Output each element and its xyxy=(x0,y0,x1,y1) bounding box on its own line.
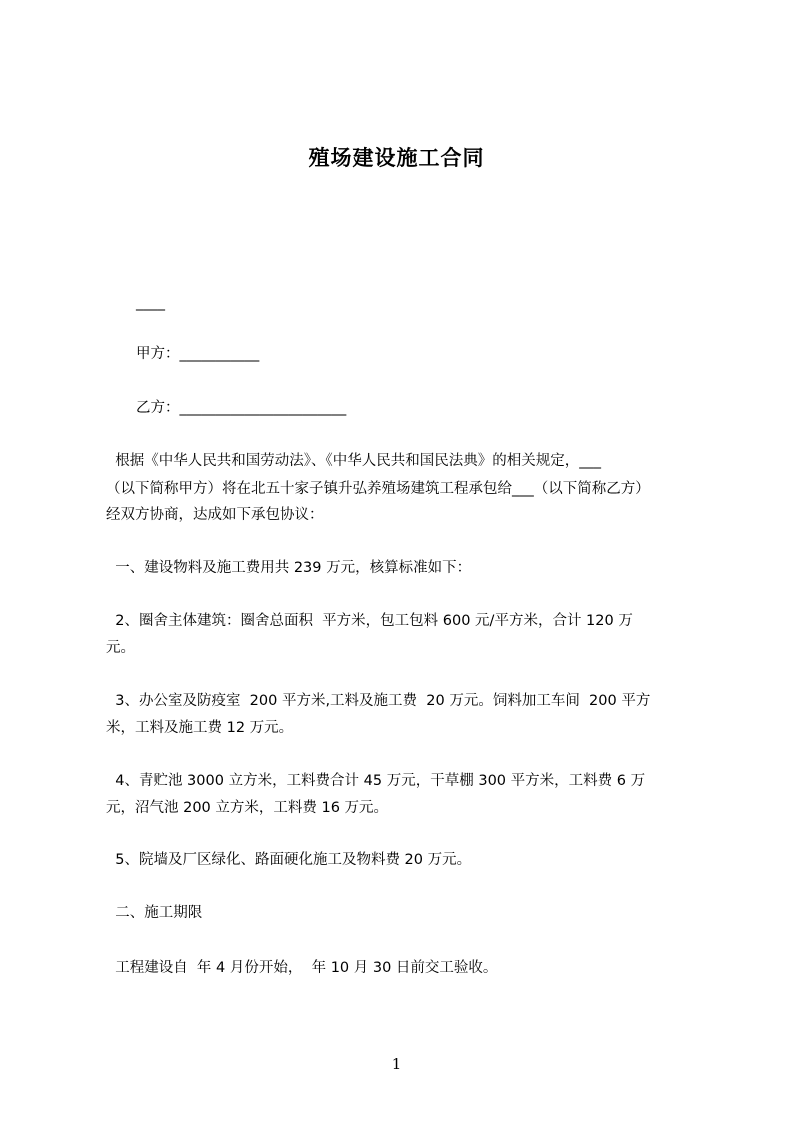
intro-line-1: 根据《中华人民共和国劳动法》、《中华人民共和国民法典》的相关规定，___ xyxy=(106,453,601,469)
party-b-line: 乙方：_______________________ xyxy=(136,400,347,416)
document-title: 殖场建设施工合同 xyxy=(308,146,485,170)
item-2-line-2: 元。 xyxy=(106,640,135,656)
blank-line: ____ xyxy=(136,295,165,311)
page-number: 1 xyxy=(391,1055,402,1073)
section-2-heading: 二、施工期限 xyxy=(106,905,203,921)
item-3-line-1: 3、办公室及防疫室 200 平方米,工料及施工费 20 万元。饲料加工车间 200 平方 xyxy=(106,693,651,709)
item-2-line-1: 2、圈舍主体建筑：圈舍总面积 平方米，包工包料 600 元/平方米，合计 120 万 xyxy=(106,613,633,629)
intro-line-2: （以下简称甲方）将在北五十家子镇升弘养殖场建筑工程承包给___（以下简称乙方） xyxy=(106,481,650,497)
item-5-line: 5、院墙及厂区绿化、路面硬化施工及物料费 20 万元。 xyxy=(106,852,472,868)
schedule-line: 工程建设自 年 4 月份开始， 年 10 月 30 日前交工验收。 xyxy=(106,960,498,976)
item-4-line-1: 4、青贮池 3000 立方米，工料费合计 45 万元，干草棚 300 平方米，工料费 6 万 xyxy=(106,773,646,789)
item-4-line-2: 元，沼气池 200 立方米，工料费 16 万元。 xyxy=(106,800,389,816)
section-1-heading: 一、建设物料及施工费用共 239 万元，核算标准如下： xyxy=(106,560,472,576)
intro-line-3: 经双方协商，达成如下承包协议： xyxy=(106,507,324,523)
item-3-line-2: 米，工料及施工费 12 万元。 xyxy=(106,720,294,736)
party-a-line: 甲方：___________ xyxy=(136,346,260,362)
